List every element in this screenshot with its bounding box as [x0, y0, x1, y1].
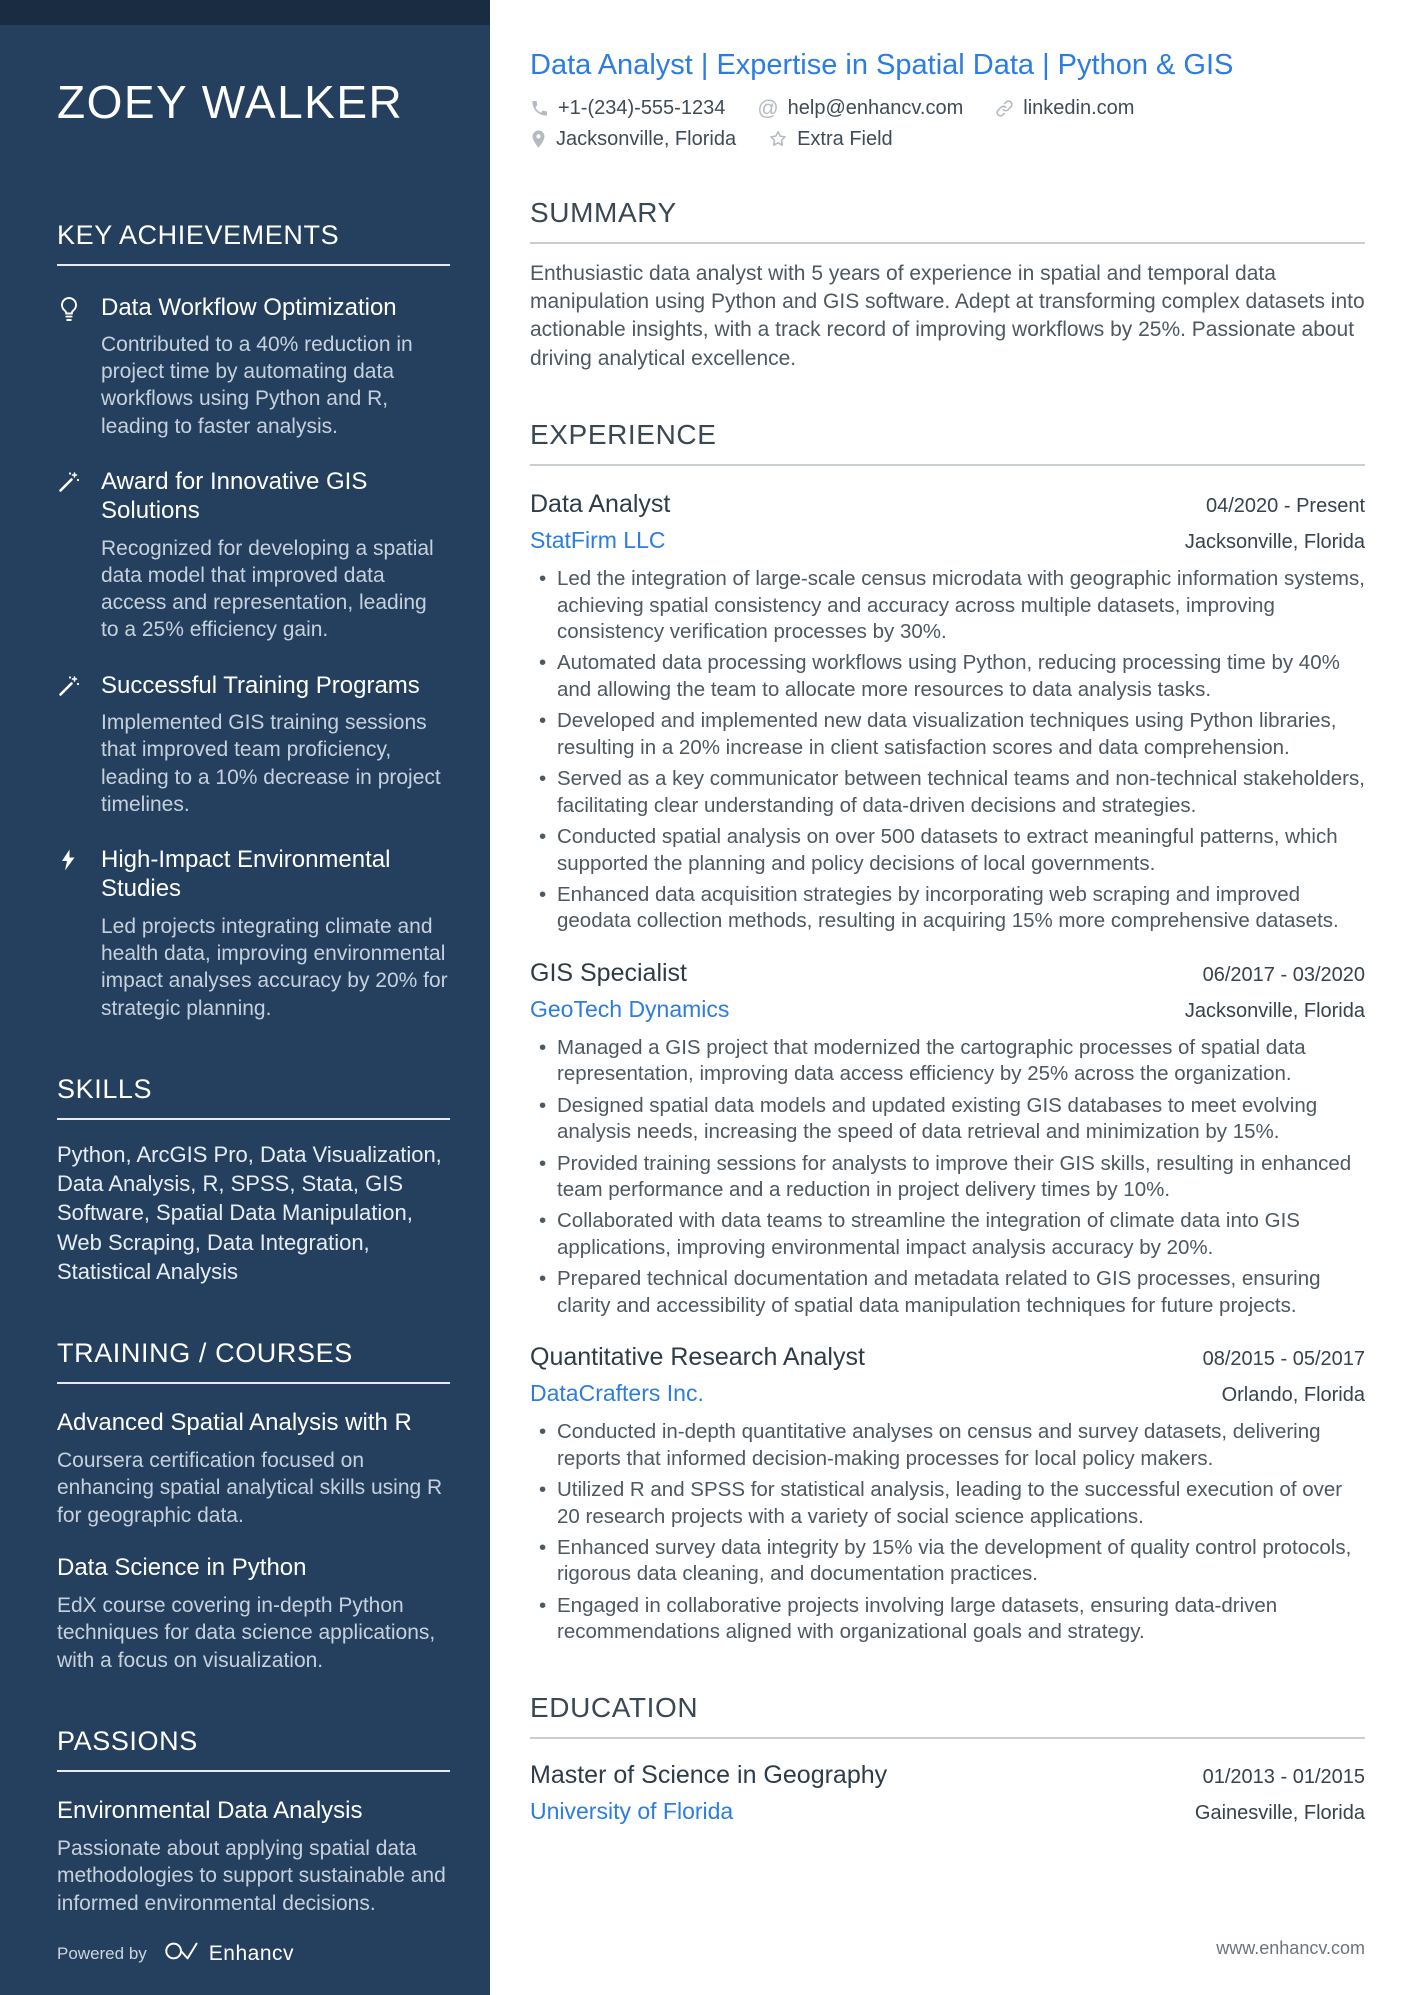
training-description: Coursera certification focused on enhancing spatial analytical skills using R for geographic data.	[57, 1449, 443, 1527]
job-dates: 04/2020 - Present	[1206, 495, 1365, 518]
training-item	[57, 1553, 450, 1674]
experience-section	[530, 419, 1365, 1646]
job-bullet-list	[530, 1419, 1365, 1646]
achievement-description: Led projects integrating climate and health data, improving environmental impact analyses accuracy by 20% for strategic planning.	[101, 914, 448, 1020]
job-bullet: • Served as a key communicator between technical teams and non-technical stakeholders, facilitating clear understanding of data-driven decisions and strategies.	[530, 766, 1365, 819]
job-bullet: • Provided training sessions for analysts to improve their GIS skills, resulting in enhanced team performance and a reduction in project delivery times by 10%.	[530, 1151, 1365, 1204]
location-pin-icon	[530, 129, 547, 149]
achievement-item	[57, 467, 450, 644]
magic-wand-icon	[57, 671, 101, 818]
email-address: help@enhancv.com	[787, 97, 964, 120]
job-bullet: • Engaged in collaborative projects involving large datasets, ensuring data-driven recommendations aligned with organizational goals and strategy.	[530, 1593, 1365, 1646]
summary-text: Enthusiastic data analyst with 5 years of experience in spatial and temporal data manipulation using Python and GIS software. Adept at transforming complex datasets into actionable insights, with a track record of improving workflows by 25%. Passionate about driving analytical excellence.	[530, 261, 1365, 370]
job-bullet: • Utilized R and SPSS for statistical analysis, leading to the successful execution of over 20 research projects with a variety of social science applications.	[530, 1477, 1365, 1530]
job-bullet: • Automated data processing workflows using Python, reducing processing time by 40% and allowing the team to allocate more resources to data analysis tasks.	[530, 650, 1365, 703]
achievement-description: Implemented GIS training sessions that improved team proficiency, leading to a 10% decrease in project timelines.	[101, 711, 441, 816]
at-icon: @	[757, 96, 779, 120]
star-icon	[768, 129, 788, 149]
company-link[interactable]: GeoTech Dynamics	[530, 995, 730, 1022]
phone-number: +1-(234)-555-1234	[558, 97, 726, 120]
link-item[interactable]	[995, 97, 1134, 120]
experience-heading: EXPERIENCE	[530, 419, 1365, 466]
key-achievements-heading: KEY ACHIEVEMENTS	[57, 220, 450, 266]
achievement-title: Award for Innovative GIS Solutions	[101, 468, 368, 525]
job-bullet: • Managed a GIS project that modernized the cartographic processes of spatial data representation, improving data access efficiency by 25% across the organization.	[530, 1035, 1365, 1088]
job-bullet: • Developed and implemented new data visualization techniques using Python libraries, resulting in a 20% increase in client satisfaction scores and data comprehension.	[530, 708, 1365, 761]
achievement-title: High-Impact Environmental Studies	[101, 846, 391, 903]
enhancv-website-link[interactable]: www.enhancv.com	[1216, 1938, 1365, 1958]
resume-headline: Data Analyst | Expertise in Spatial Data | Python & GIS	[530, 49, 1234, 81]
training-section	[57, 1338, 450, 1674]
linkedin-url: linkedin.com	[1023, 97, 1135, 120]
training-heading: TRAINING / COURSES	[57, 1338, 450, 1384]
job-bullet: • Collaborated with data teams to streamline the integration of climate data into GIS applications, improving environmental impact analysis accuracy by 20%.	[530, 1208, 1365, 1261]
magic-wand-icon	[57, 467, 101, 644]
passions-section	[57, 1726, 450, 1917]
job-bullet: • Enhanced survey data integrity by 15% via the development of quality control protocols, rigorous data cleaning, and documentation practices.	[530, 1535, 1365, 1588]
skills-heading: SKILLS	[57, 1074, 450, 1120]
achievement-item	[57, 845, 450, 1022]
job-dates: 08/2015 - 05/2017	[1202, 1348, 1365, 1371]
education-location: Gainesville, Florida	[1194, 1801, 1365, 1824]
education-entry	[530, 1761, 1365, 1825]
school-link[interactable]: University of Florida	[530, 1797, 734, 1824]
experience-entry	[530, 959, 1365, 1319]
job-bullet: • Prepared technical documentation and metadata related to GIS processes, ensuring clarity and accessibility of spatial data manipulation techniques for future projects.	[530, 1266, 1365, 1319]
summary-section	[530, 197, 1365, 373]
job-bullet: • Led the integration of large-scale census microdata with geographic information systems, achieving spatial consistency and accuracy across multiple datasets, improving consistency verification processes by 30%.	[530, 566, 1365, 645]
enhancv-brand-name: Enhancv	[208, 1941, 295, 1965]
skills-section	[57, 1074, 450, 1286]
education-dates: 01/2013 - 01/2015	[1202, 1765, 1365, 1788]
education-section	[530, 1692, 1365, 1825]
job-role: Quantitative Research Analyst	[530, 1343, 865, 1372]
training-title: Data Science in Python	[57, 1554, 307, 1582]
achievement-title: Successful Training Programs	[101, 671, 420, 699]
degree-name: Master of Science in Geography	[530, 1760, 888, 1789]
powered-by-footer	[57, 1940, 294, 1967]
job-bullet: • Enhanced data acquisition strategies by incorporating web scraping and improved geodata collection methods, resulting in acquiring 15% more comprehensive datasets.	[530, 882, 1365, 935]
sidebar-top-band	[0, 0, 490, 25]
job-bullet: • Conducted spatial analysis on over 500 datasets to extract meaningful patterns, which supported the planning and policy decisions of local governments.	[530, 824, 1365, 877]
job-location: Jacksonville, Florida	[1184, 531, 1365, 554]
location-item	[530, 128, 736, 151]
achievement-item	[57, 293, 450, 440]
training-description: EdX course covering in-depth Python techniques for data science applications, with a focus on visualization.	[57, 1594, 436, 1672]
location-text: Jacksonville, Florida	[556, 127, 737, 150]
powered-by-label: Powered by	[57, 1943, 147, 1963]
enhancv-logo-link[interactable]	[163, 1940, 294, 1967]
job-location: Orlando, Florida	[1221, 1384, 1365, 1407]
candidate-name: ZOEY WALKER	[57, 76, 404, 128]
phone-item	[530, 97, 725, 120]
training-item	[57, 1408, 450, 1529]
job-dates: 06/2017 - 03/2020	[1202, 963, 1365, 986]
achievement-item	[57, 671, 450, 818]
lightbulb-icon	[57, 293, 101, 440]
job-bullet: • Designed spatial data models and updated existing GIS databases to meet evolving analysis needs, increasing the speed of data retrieval and minimization by 15%.	[530, 1093, 1365, 1146]
job-role: Data Analyst	[530, 490, 671, 519]
training-title: Advanced Spatial Analysis with R	[57, 1409, 412, 1437]
contact-block	[530, 97, 1365, 151]
company-link[interactable]: DataCrafters Inc.	[530, 1380, 704, 1407]
achievement-description: Contributed to a 40% reduction in project time by automating data workflows using Python and R, leading to faster analysis.	[101, 332, 413, 438]
summary-heading: SUMMARY	[530, 197, 1365, 244]
job-location: Jacksonville, Florida	[1184, 999, 1365, 1022]
extra-field-text: Extra Field	[797, 127, 893, 150]
achievement-title: Data Workflow Optimization	[101, 293, 397, 321]
experience-entry	[530, 490, 1365, 935]
skills-list: Python, ArcGIS Pro, Data Visualization, Data Analysis, R, SPSS, Stata, GIS Software, Spatial Data Manipulation, Web Scraping, Data Integration, Statistical Analysis	[57, 1141, 442, 1284]
education-heading: EDUCATION	[530, 1692, 1365, 1739]
lightning-bolt-icon	[57, 845, 101, 1022]
sidebar	[0, 0, 490, 1995]
key-achievements-section	[57, 220, 450, 1022]
achievement-description: Recognized for developing a spatial data model that improved data access and representation, leading to a 25% efficiency gain.	[101, 536, 434, 642]
passion-item	[57, 1796, 450, 1917]
passions-heading: PASSIONS	[57, 1726, 450, 1772]
link-icon	[995, 99, 1014, 118]
passion-description: Passionate about applying spatial data methodologies to support sustainable and informed environmental decisions.	[57, 1836, 446, 1915]
job-bullet-list	[530, 1035, 1365, 1319]
experience-entry	[530, 1343, 1365, 1646]
main-column	[490, 0, 1410, 1995]
job-bullet: • Conducted in-depth quantitative analyses on census and survey datasets, delivering reports that informed decision-making processes for local policy makers.	[530, 1419, 1365, 1472]
company-link[interactable]: StatFirm LLC	[530, 527, 666, 554]
job-bullet-list	[530, 566, 1365, 935]
passion-title: Environmental Data Analysis	[57, 1796, 363, 1824]
extra-field-item	[768, 128, 893, 151]
phone-icon	[530, 99, 549, 118]
job-role: GIS Specialist	[530, 958, 688, 987]
enhancv-logo-icon	[163, 1940, 199, 1967]
email-item[interactable]	[757, 97, 963, 121]
